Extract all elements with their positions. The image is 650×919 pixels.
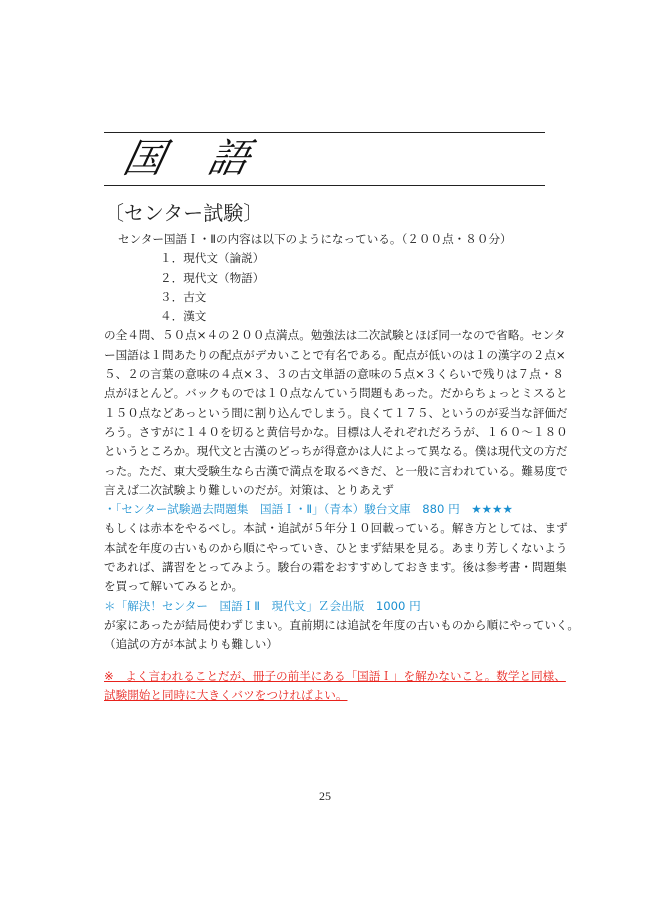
paragraph-line: １５０点などあっという間に割り込んでしまう。良くて１７５、というのが妥当な評価だ	[104, 405, 568, 420]
section-heading: 〔センター試験〕	[104, 201, 264, 225]
paragraph-line: もしくは赤本をやるべし。本試・追試が５年分１０回載っている。解き方としては、まず	[104, 521, 568, 536]
warning-note-line: 試験開始と同時に大きくバツをつければよい。	[104, 687, 348, 702]
list-item: １．現代文（論説）	[160, 251, 265, 266]
warning-note-line: ※ よく言われることだが、冊子の前半にある「国語Ｉ」を解かないこと。数学と同様、	[104, 668, 566, 683]
body-text	[104, 230, 579, 705]
title-top-rule	[104, 132, 545, 133]
paragraph-line: ろう。さすがに１４０を切ると黄信号かな。目標は人それぞれだろうが、１６０～１８０	[104, 424, 568, 439]
list-item: ４．漢文	[160, 309, 207, 324]
paragraph-line: ５、２の言葉の意味の４点×３、３の古文単語の意味の５点×３くらいで残りは７点・８	[104, 367, 564, 382]
paragraph-line: が家にあったが結局使わずじまい。直前期には追試を年度の古いものから順にやっていく。	[104, 617, 579, 632]
page-number: 25	[319, 789, 331, 803]
paragraph-line: を買って解いてみるとか。	[104, 579, 244, 594]
intro-line: センター国語Ｉ・Ⅱの内容は以下のようになっている。（２００点・８０分）	[118, 232, 512, 246]
title-bottom-rule	[104, 185, 545, 186]
spacer	[104, 655, 549, 667]
paragraph-line: った。ただ、東大受験生なら古漢で満点を取るべきだ、と一般に言われている。難易度で	[104, 463, 568, 478]
paragraph-line: というところか。現代文と古漢のどっちが得意かは人によって異なる。僕は現代文の方だ	[104, 444, 568, 459]
book-recommendation-1: ・「センター試験過去問題集 国語Ｉ・Ⅱ」（青本）駿台文庫 880 円 ★★★★	[104, 502, 513, 517]
book-recommendation-2: ＊「解決！センター 国語ＩⅡ 現代文」Ｚ会出版 1000 円	[104, 598, 421, 613]
paragraph-line: であれば、講習をとってみよう。駿台の霜をおすすめしておきます。後は参考書・問題集	[104, 560, 567, 575]
paragraph-line: の全４問、５０点×４の２００点満点。勉強法は二次試験とほぼ同一なので省略。センタ	[104, 328, 566, 343]
paragraph-line: 点がほとんど。バックものでは１０点なんていう問題もあった。だからちょっとミスると	[104, 386, 568, 401]
paragraph-line: 言えば二次試験より難しいのだが。対策は、とりあえず	[104, 482, 394, 497]
list-item: ２．現代文（物語）	[160, 270, 265, 285]
paragraph-line: （追試の方が本試よりも難しい）	[104, 637, 278, 652]
list-item: ３．古文	[160, 289, 207, 304]
page-title: 国 語	[119, 136, 270, 182]
paragraph-line: 本試を年度の古いものから順にやっていき、ひとまず結果を見る。あまり芳しくないよう	[104, 540, 568, 555]
paragraph-line: ー国語は１問あたりの配点がデカいことで有名である。配点が低いのは１の漢字の２点×	[104, 347, 566, 362]
